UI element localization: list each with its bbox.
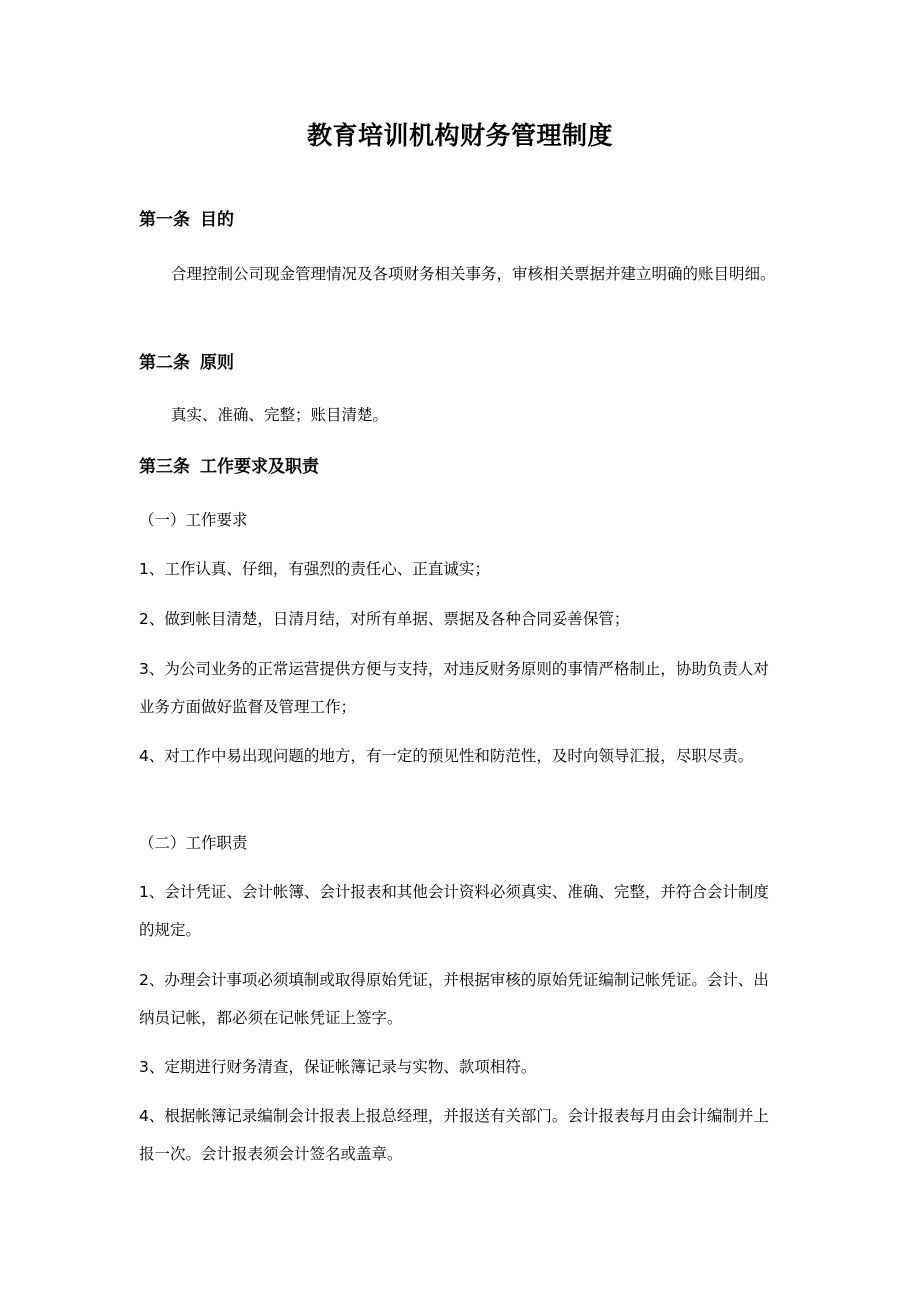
requirement-item-3: 3、为公司业务的正常运营提供方便与支持，对违反财务原则的事情严格制止，协助负责人对业务方面做好监督及管理工作； xyxy=(139,660,769,716)
article-1-name: 目的 xyxy=(200,210,234,230)
duty-item-2: 2、办理会计事项必须填制或取得原始凭证，并根据审核的原始凭证编制记帐凭证。会计、出纳员记帐，都必须在记帐凭证上签字。 xyxy=(139,971,769,1027)
article-2-heading xyxy=(139,344,779,382)
article-1-heading xyxy=(139,201,779,239)
duty-item-3: 3、定期进行财务清查，保证帐簿记录与实物、款项相符。 xyxy=(139,1058,537,1076)
article-2-name: 原则 xyxy=(200,353,234,373)
article-1-body: 合理控制公司现金管理情况及各项财务相关事务，审核相关票据并建立明确的账目明细。 xyxy=(171,265,776,283)
requirement-item-2: 2、做到帐目清楚，日清月结，对所有单据、票据及各种合同妥善保管； xyxy=(139,610,630,628)
section-requirements-heading: （一）工作要求 xyxy=(139,511,248,529)
document-title: 教育培训机构财务管理制度 xyxy=(306,121,613,150)
requirement-item-1: 1、工作认真、仔细，有强烈的责任心、正直诚实； xyxy=(139,560,490,578)
article-2-body: 真实、准确、完整；账目清楚。 xyxy=(171,406,389,424)
article-3-number: 第三条 xyxy=(139,457,190,477)
section-duties-heading: （二）工作职责 xyxy=(139,834,248,852)
duty-item-4: 4、根据帐簿记录编制会计报表上报总经理，并报送有关部门。会计报表每月由会计编制并上报一次。会计报表须会计签名或盖章。 xyxy=(139,1107,769,1163)
article-2-number: 第二条 xyxy=(139,353,190,373)
duty-item-1: 1、会计凭证、会计帐簿、会计报表和其他会计资料必须真实、准确、完整，并符合会计制度的规定。 xyxy=(139,883,769,939)
requirement-item-4: 4、对工作中易出现问题的地方，有一定的预见性和防范性，及时向领导汇报，尽职尽责。 xyxy=(139,747,754,765)
article-3-heading xyxy=(139,448,779,486)
article-3-name: 工作要求及职责 xyxy=(200,457,319,477)
article-1-number: 第一条 xyxy=(139,210,190,230)
